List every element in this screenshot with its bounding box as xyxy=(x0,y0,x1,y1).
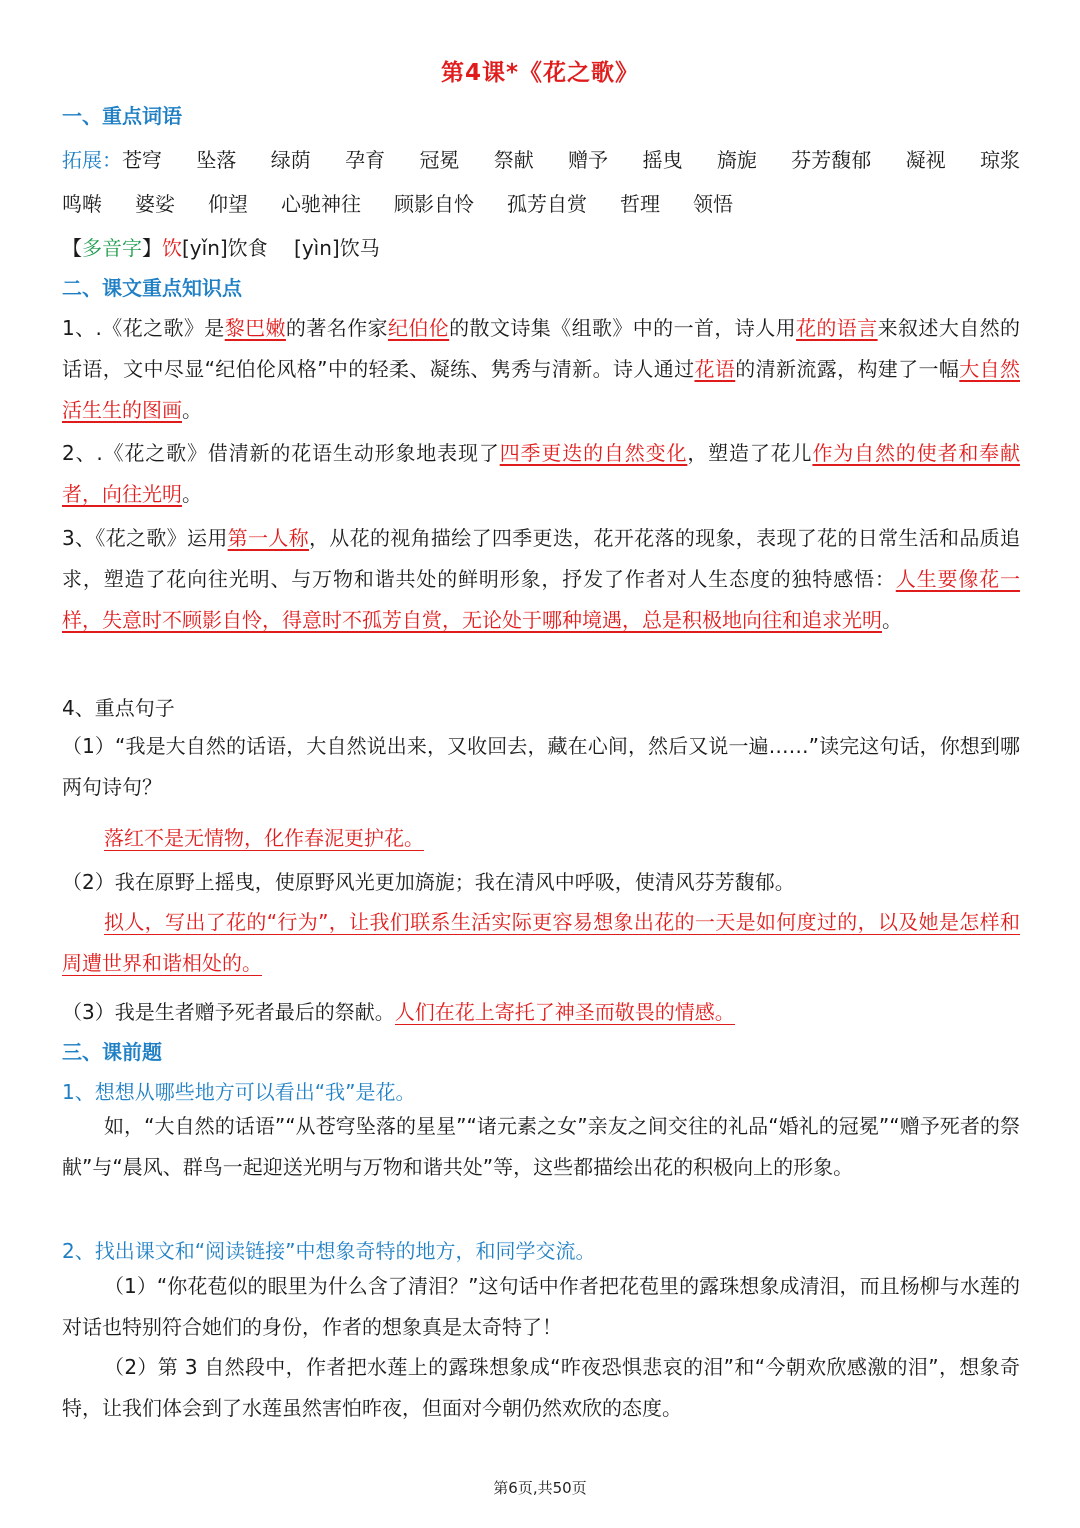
polyphone-line: 【多音字】饮[yǐn]饮食 [yìn]饮马 xyxy=(62,236,380,260)
key-sentence-answer-2: 拟人，写出了花的“行为”，让我们联系生活实际更容易想象出花的一天是如何度过的，以及她是怎样和周遭世界和谐相处的。 xyxy=(62,910,1020,975)
vocab-item: 拓展：苍穹 xyxy=(62,148,162,172)
vocab-item: 领悟 xyxy=(693,192,733,216)
answer-2-part-2: （2）第 3 自然段中，作者把水莲上的露珠想象成“昨夜恐惧悲哀的泪”和“今朝欢欣感激的泪”，想象奇特，让我们体会到了水莲虽然害怕昨夜，但面对今朝仍然欢欣的态度。 xyxy=(62,1355,1020,1420)
vocab-item: 凝视 xyxy=(905,148,946,172)
question-1: 1、想想从哪些地方可以看出“我”是花。 xyxy=(62,1080,416,1104)
vocab-item: 婆娑 xyxy=(135,192,175,216)
key-sentence-question-3: （3）我是生者赠予死者最后的祭献。 xyxy=(62,1000,395,1024)
vocab-item: 仰望 xyxy=(208,192,248,216)
vocab-item: 坠落 xyxy=(196,148,237,172)
tuozhan-label: 拓展： xyxy=(62,148,122,172)
knowledge-point-2: 2、.《花之歌》借清新的花语生动形象地表现了四季更迭的自然变化，塑造了花儿作为自然的使者和奉献者，向往光明。 xyxy=(62,441,1021,506)
vocab-item: 心驰神往 xyxy=(281,192,361,216)
knowledge-point-1: 1、.《花之歌》是黎巴嫩的著名作家纪伯伦的散文诗集《组歌》中的一首，诗人用花的语言来叙述大自然的话语，文中尽显“纪伯伦风格”中的轻柔、凝练、隽秀与清新。诗人通过花语的清新流露，构建了一幅大自然活生生的图画。 xyxy=(62,316,1021,422)
vocab-item: 赠予 xyxy=(568,148,609,172)
answer-1: 如，“大自然的话语”“从苍穹坠落的星星”“诸元素之女”亲友之间交往的礼品“婚礼的冠冕”“赠予死者的祭献”与“晨风、群鸟一起迎送光明与万物和谐共处”等，这些都描绘出花的积极向上的形象。 xyxy=(62,1114,1020,1179)
question-2: 2、找出课文和“阅读链接”中想象奇特的地方，和同学交流。 xyxy=(62,1239,596,1263)
section-heading-knowledge: 二、课文重点知识点 xyxy=(62,276,242,300)
vocab-item: 绿荫 xyxy=(270,148,311,172)
vocab-item: 摇曳 xyxy=(642,148,683,172)
vocab-item: 冠冕 xyxy=(419,148,460,172)
key-sentences-title: 4、重点句子 xyxy=(62,696,175,720)
key-sentence-question-2: （2）我在原野上摇曳，使原野风光更加旖旎；我在清风中呼吸，使清风芬芳馥郁。 xyxy=(62,870,795,894)
vocab-item: 顾影自怜 xyxy=(394,192,474,216)
key-sentence-answer-1: 落红不是无情物，化作春泥更护花。 xyxy=(104,826,424,850)
vocab-row-2 xyxy=(62,188,733,217)
vocab-item: 鸣啭 xyxy=(62,192,102,216)
vocab-item: 孕育 xyxy=(345,148,386,172)
page-title: 第4课*《花之歌》 xyxy=(440,60,640,86)
key-sentence-answer-3: 人们在花上寄托了神圣而敬畏的情感。 xyxy=(394,1000,735,1024)
vocab-item: 祭献 xyxy=(493,148,534,172)
section-heading-key-words: 一、重点词语 xyxy=(62,104,182,128)
page-number: 第6页,共50页 xyxy=(493,1479,587,1497)
vocab-item: 孤芳自赏 xyxy=(507,192,587,216)
vocab-item: 旖旎 xyxy=(716,148,757,172)
key-sentence-3 xyxy=(62,996,735,1025)
knowledge-point-3: 3、《花之歌》运用第一人称，从花的视角描绘了四季更迭，花开花落的现象，表现了花的日常生活和品质追求，塑造了花向往光明、与万物和谐共处的鲜明形象，抒发了作者对人生态度的独特感悟：人生要像花一样，失意时不顾影自怜，得意时不孤芳自赏，无论处于哪种境遇，总是积极地向往和追求光明。 xyxy=(62,526,1021,632)
section-heading-pre-class: 三、课前题 xyxy=(62,1040,162,1064)
vocab-item: 芬芳馥郁 xyxy=(791,148,872,172)
answer-2-part-1: （1）“你花苞似的眼里为什么含了清泪？”这句话中作者把花苞里的露珠想象成清泪，而且杨柳与水莲的对话也特别符合她们的身份，作者的想象真是太奇特了！ xyxy=(62,1274,1020,1339)
polyphone-readings: [yǐn]饮食 [yìn]饮马 xyxy=(182,236,380,260)
polyphone-char: 饮 xyxy=(162,236,182,260)
vocab-row-1 xyxy=(62,144,1020,173)
polyphone-label: 多音字 xyxy=(82,236,142,260)
key-sentence-question-1: （1）“我是大自然的话语，大自然说出来，又收回去，藏在心间，然后又说一遍……”读完这句话，你想到哪两句诗句？ xyxy=(62,734,1020,799)
vocab-item: 哲理 xyxy=(620,192,660,216)
vocab-item: 琼浆 xyxy=(979,148,1020,172)
